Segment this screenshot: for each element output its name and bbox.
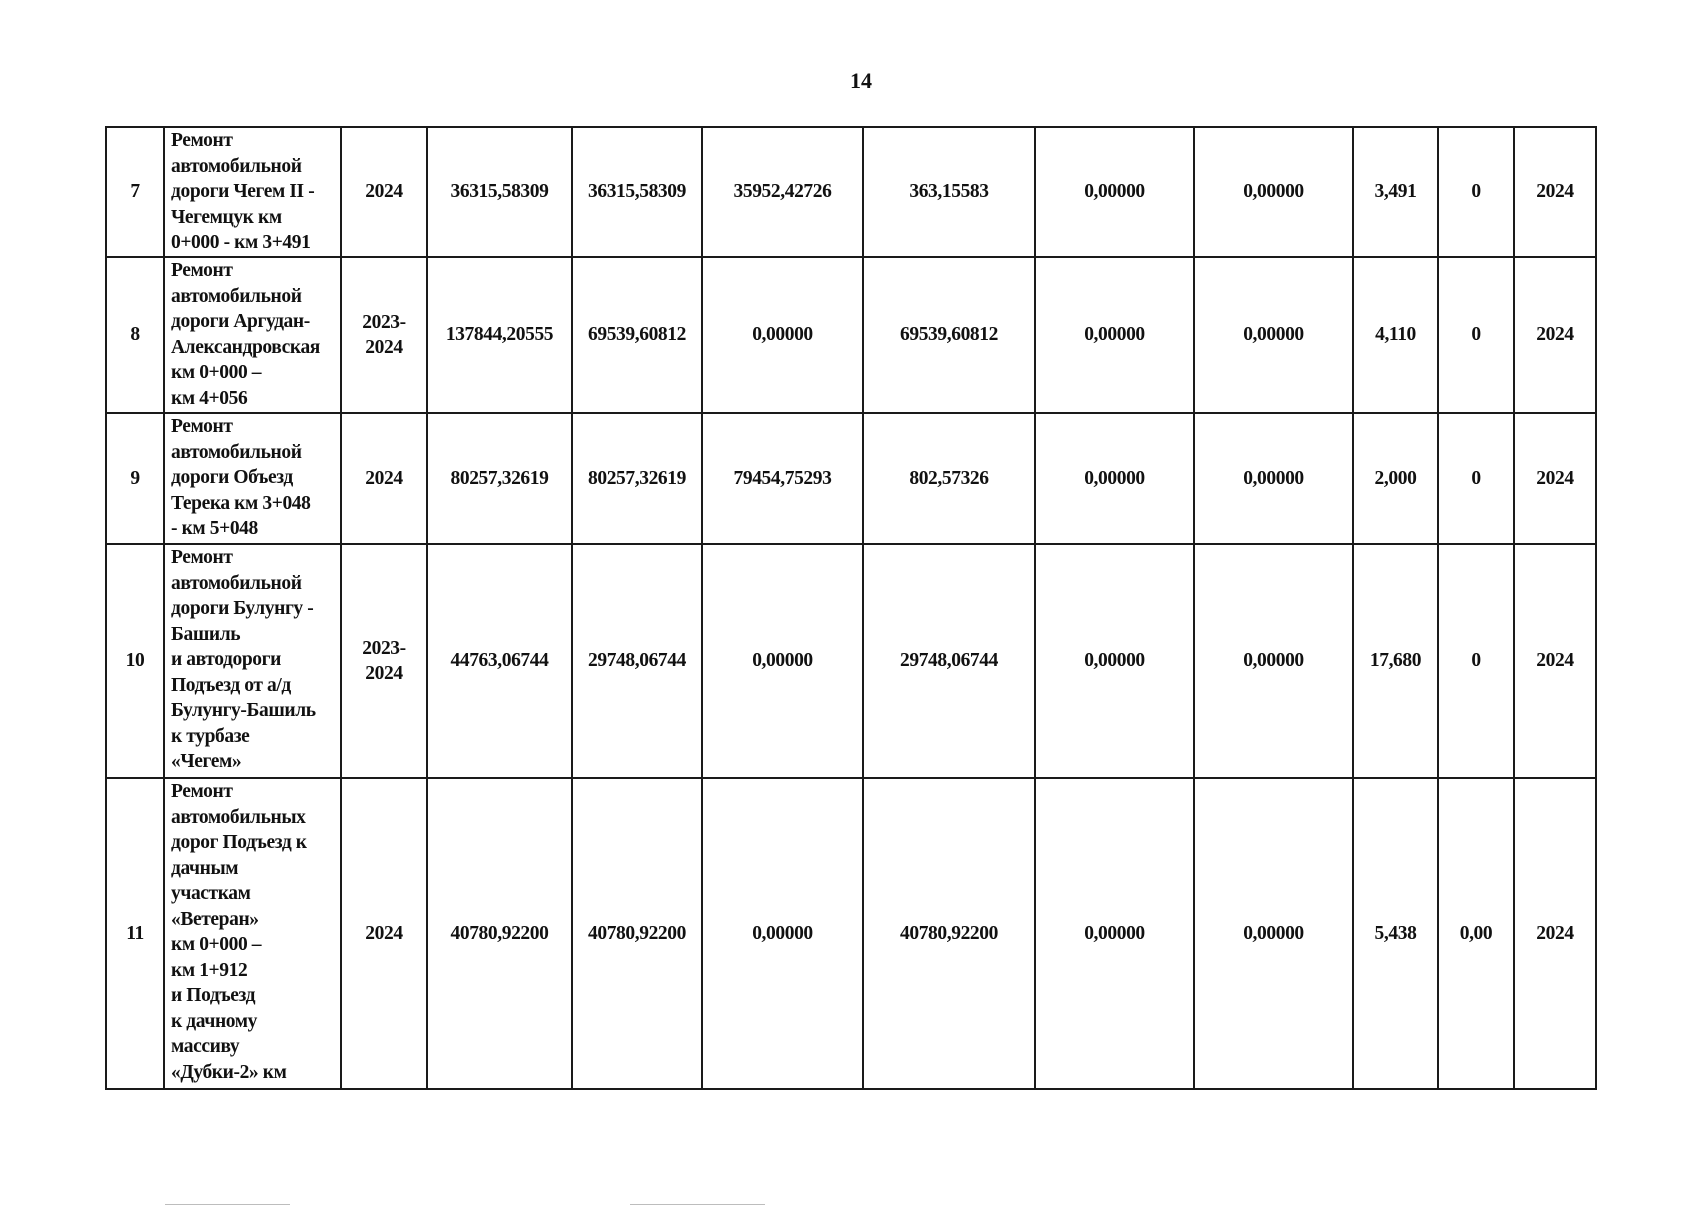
years-line: 2023-: [362, 637, 406, 659]
cell-period-cost: 69539,60812: [572, 257, 702, 413]
table-row: [106, 413, 1596, 544]
description-line: дороги Аргудан-: [171, 311, 310, 332]
description-line: Ремонт: [171, 130, 233, 151]
cell-length-km: 3,491: [1353, 127, 1438, 257]
description-line: автомобильной: [171, 285, 302, 307]
years-line: 2024: [365, 467, 403, 489]
cell-zero: 0: [1438, 127, 1514, 257]
cell-zero: 0: [1438, 257, 1514, 413]
description-line: к турбазе: [171, 725, 250, 747]
years-line: 2024: [365, 337, 403, 358]
description-line: автомобильной: [171, 572, 302, 594]
description-line: км 4+056: [171, 387, 248, 409]
cell-total-cost: 40780,92200: [427, 778, 572, 1089]
cell-funding-d: 0,00000: [1194, 778, 1353, 1089]
description-line: участкам: [171, 883, 251, 904]
cell-period-cost: 36315,58309: [572, 127, 702, 257]
cell-zero: 0: [1438, 413, 1514, 544]
cell-funding-a: 0,00000: [702, 257, 863, 413]
cell-funding-a: 0,00000: [702, 778, 863, 1089]
description-line: «Ветеран»: [171, 908, 259, 930]
cell-funding-b: 29748,06744: [863, 544, 1035, 778]
row-number: 10: [106, 544, 164, 778]
description-line: Булунгу-Башиль: [171, 700, 316, 721]
description-line: и автодороги: [171, 649, 281, 670]
cell-funding-b: 40780,92200: [863, 778, 1035, 1089]
row-description: [164, 413, 341, 544]
cell-funding-d: 0,00000: [1194, 257, 1353, 413]
row-description: [164, 127, 341, 257]
cell-length-km: 17,680: [1353, 544, 1438, 778]
row-number: 8: [106, 257, 164, 413]
cell-total-cost: 36315,58309: [427, 127, 572, 257]
cell-total-cost: 80257,32619: [427, 413, 572, 544]
row-number: 9: [106, 413, 164, 544]
description-line: Ремонт: [171, 416, 233, 437]
description-line: дороги Чегем II -: [171, 181, 315, 202]
description-line: - км 5+048: [171, 518, 258, 539]
cell-zero: 0,00: [1438, 778, 1514, 1089]
description-line: км 0+000 –: [171, 934, 262, 955]
table-row: [106, 127, 1596, 257]
years-line: 2024: [365, 922, 403, 944]
cell-period-cost: 29748,06744: [572, 544, 702, 778]
description-line: км 0+000 –: [171, 362, 262, 383]
description-line: Башиль: [171, 623, 241, 645]
cell-funding-c: 0,00000: [1035, 257, 1194, 413]
description-line: Ремонт: [171, 260, 233, 281]
description-line: дороги Объезд: [171, 467, 293, 488]
row-years: [341, 544, 427, 778]
row-years: [341, 257, 427, 413]
row-years: [341, 778, 427, 1089]
description-line: и Подъезд: [171, 985, 256, 1006]
cell-period-cost: 80257,32619: [572, 413, 702, 544]
description-line: автомобильной: [171, 441, 302, 463]
cell-funding-b: 363,15583: [863, 127, 1035, 257]
description-line: 0+000 - км 3+491: [171, 232, 311, 253]
cell-funding-d: 0,00000: [1194, 544, 1353, 778]
description-line: Терека км 3+048: [171, 492, 311, 514]
description-line: «Дубки-2» км: [171, 1061, 287, 1083]
years-line: 2024: [365, 181, 403, 203]
cell-funding-c: 0,00000: [1035, 127, 1194, 257]
page-number: 14: [850, 68, 872, 93]
cell-year-end: 2024: [1514, 544, 1596, 778]
description-line: автомобильных: [171, 806, 306, 828]
cell-funding-b: 69539,60812: [863, 257, 1035, 413]
description-line: дороги Булунгу -: [171, 598, 314, 619]
table-row: [106, 544, 1596, 778]
description-line: к дачному: [171, 1010, 257, 1032]
description-line: Подъезд от а/д: [171, 674, 291, 696]
cell-length-km: 2,000: [1353, 413, 1438, 544]
description-line: автомобильной: [171, 155, 302, 177]
description-line: Ремонт: [171, 547, 233, 568]
cell-period-cost: 40780,92200: [572, 778, 702, 1089]
cell-year-end: 2024: [1514, 127, 1596, 257]
description-line: массиву: [171, 1036, 240, 1057]
description-line: Чегемцук км: [171, 206, 282, 228]
cell-funding-a: 79454,75293: [702, 413, 863, 544]
cell-total-cost: 137844,20555: [427, 257, 572, 413]
row-number: 7: [106, 127, 164, 257]
description-line: Ремонт: [171, 781, 233, 802]
cell-year-end: 2024: [1514, 257, 1596, 413]
road-repair-table: [105, 126, 1597, 1090]
cell-funding-c: 0,00000: [1035, 544, 1194, 778]
row-number: 11: [106, 778, 164, 1089]
row-years: [341, 127, 427, 257]
cell-funding-d: 0,00000: [1194, 413, 1353, 544]
row-description: [164, 257, 341, 413]
cell-funding-d: 0,00000: [1194, 127, 1353, 257]
description-line: «Чегем»: [171, 751, 242, 772]
description-line: км 1+912: [171, 959, 248, 981]
description-line: дачным: [171, 857, 239, 879]
cell-length-km: 5,438: [1353, 778, 1438, 1089]
cell-funding-c: 0,00000: [1035, 413, 1194, 544]
cell-year-end: 2024: [1514, 413, 1596, 544]
row-description: [164, 778, 341, 1089]
row-years: [341, 413, 427, 544]
years-line: 2024: [365, 663, 403, 684]
cell-funding-a: 0,00000: [702, 544, 863, 778]
table-row: [106, 257, 1596, 413]
table-row: [106, 778, 1596, 1089]
cell-funding-a: 35952,42726: [702, 127, 863, 257]
years-line: 2023-: [362, 311, 406, 333]
cell-funding-c: 0,00000: [1035, 778, 1194, 1089]
cell-year-end: 2024: [1514, 778, 1596, 1089]
description-line: дорог Подъезд к: [171, 832, 307, 853]
cell-funding-b: 802,57326: [863, 413, 1035, 544]
description-line: Александровская: [171, 336, 320, 358]
row-description: [164, 544, 341, 778]
cell-zero: 0: [1438, 544, 1514, 778]
cell-total-cost: 44763,06744: [427, 544, 572, 778]
cell-length-km: 4,110: [1353, 257, 1438, 413]
